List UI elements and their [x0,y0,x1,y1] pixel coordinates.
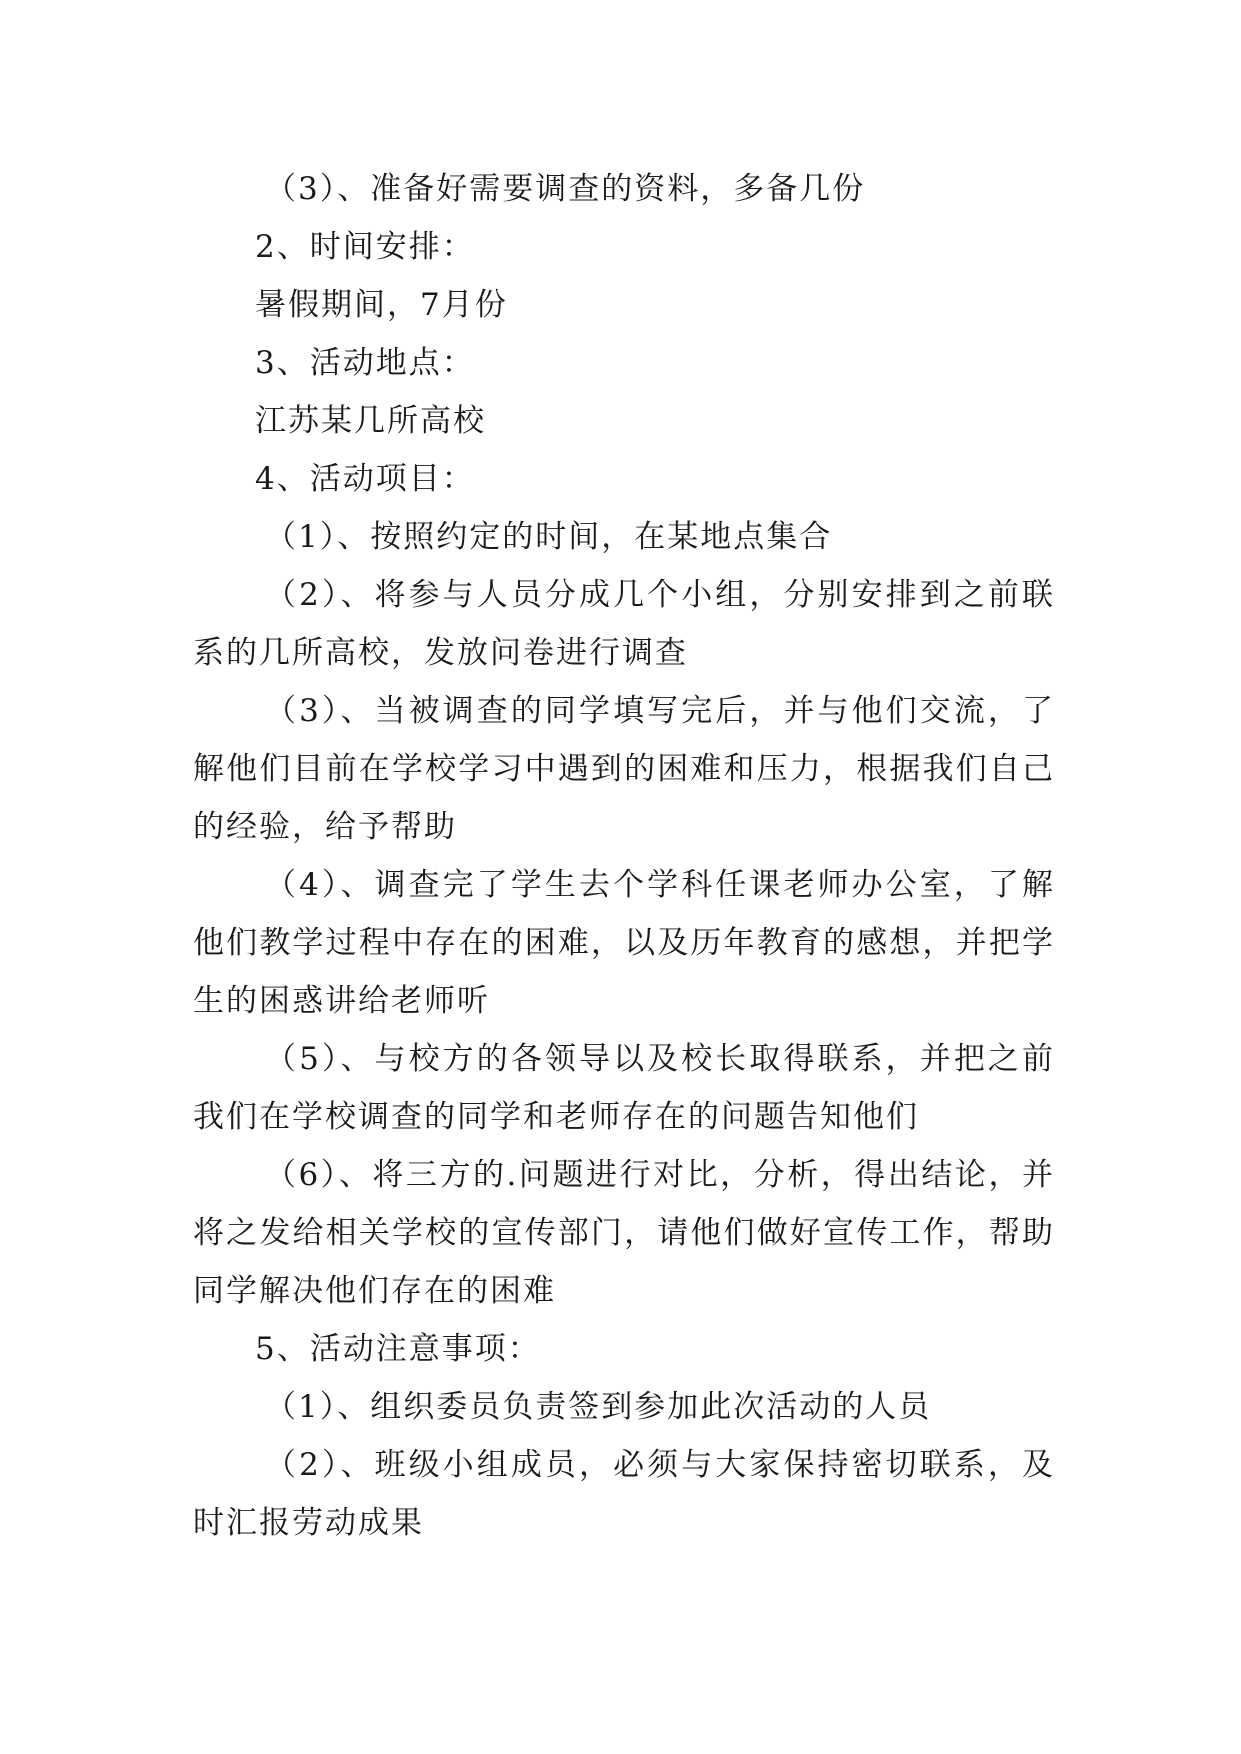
paragraph-schedule: 暑假期间，7月份 [255,287,508,323]
paragraph-activity-3: （3）、当被调查的同学填写完后，并与他们交流，了解他们目前在学校学习中遇到的困难和压力，根据我们自己的经验，给予帮助 [193,693,1055,845]
heading-location: 3、活动地点： [255,345,475,381]
paragraph-activity-4: （4）、调查完了学生去个学科任课老师办公室，了解他们教学过程中存在的困难，以及历年教育的感想，并把学生的困惑讲给老师听 [193,867,1055,1019]
paragraph-prep-materials: （3）、准备好需要调查的资料，多备几份 [265,171,866,207]
document-body [193,160,1055,1552]
paragraph-note-1: （1）、组织委员负责签到参加此次活动的人员 [265,1389,932,1425]
paragraph-activity-5: （5）、与校方的各领导以及校长取得联系，并把之前我们在学校调查的同学和老师存在的问题告知他们 [193,1041,1055,1135]
paragraph-note-2: （2）、班级小组成员，必须与大家保持密切联系，及时汇报劳动成果 [193,1447,1055,1541]
heading-activities: 4、活动项目： [255,461,475,497]
paragraph-activity-1: （1）、按照约定的时间，在某地点集合 [265,519,833,555]
paragraph-location: 江苏某几所高校 [255,403,486,439]
paragraph-activity-2: （2）、将参与人员分成几个小组，分别安排到之前联系的几所高校，发放问卷进行调查 [193,577,1055,671]
heading-schedule: 2、时间安排： [255,229,475,265]
heading-notes: 5、活动注意事项： [255,1331,541,1367]
paragraph-activity-6: （6）、将三方的.问题进行对比，分析，得出结论，并将之发给相关学校的宣传部门，请他们做好宣传工作，帮助同学解决他们存在的困难 [193,1157,1055,1309]
